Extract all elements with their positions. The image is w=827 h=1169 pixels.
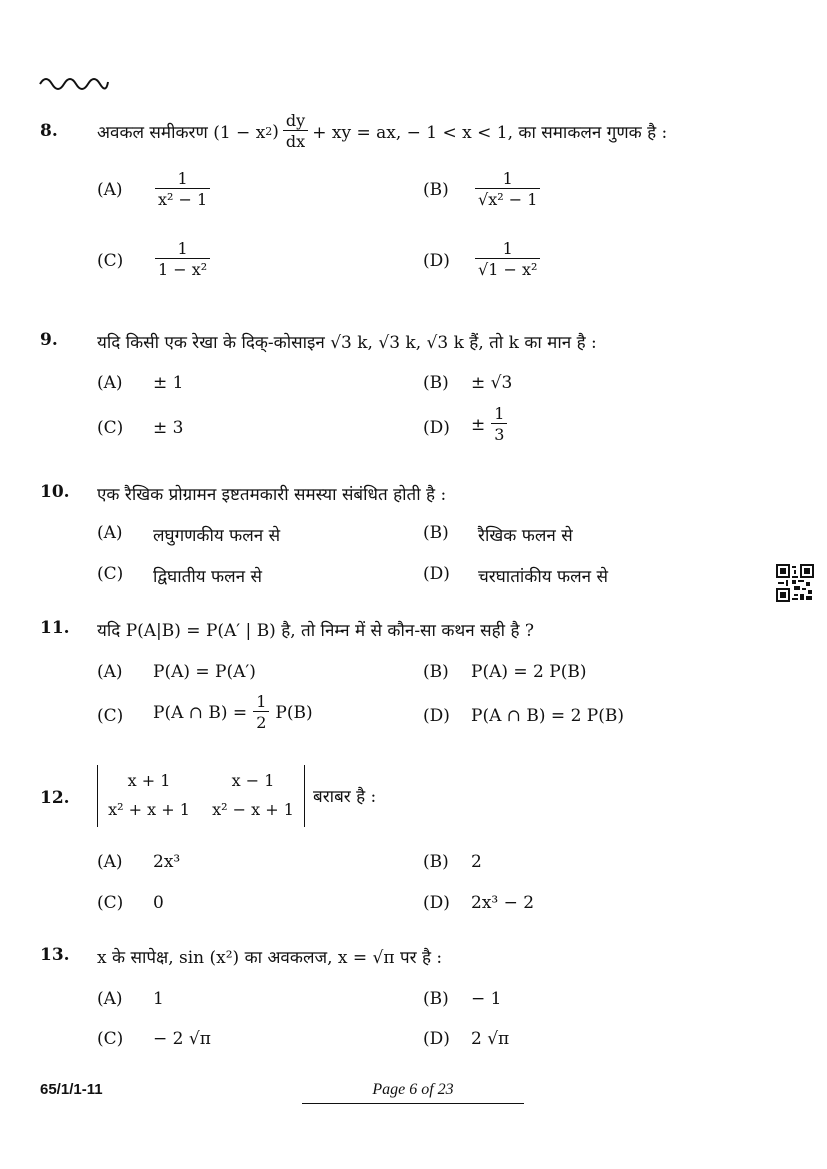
option-value: द्विघातीय फलन से (153, 567, 262, 587)
question-text: x के सापेक्ष, sin (x²) का अवकलज, x = √π पर है : (97, 948, 443, 968)
option-value: P(A) = 2 P(B) (471, 662, 587, 682)
option-value: ± $\frac{1}{3}$ (471, 405, 507, 445)
option-value: 2 (471, 852, 482, 872)
option-label: (B) (423, 373, 449, 393)
option-label: (D) (423, 251, 450, 271)
option-label: (D) (423, 706, 450, 726)
qr-code-icon (776, 564, 814, 606)
question-text: यदि किसी एक रेखा के दिक्-कोसाइन √3 k, √3 k, √3 k हैं, तो k का मान है : (97, 333, 597, 353)
option-value: रैखिक फलन से (478, 526, 573, 546)
question-number: 10. (40, 482, 70, 502)
paper-code: 65/1/1-11 (40, 1081, 103, 1098)
option-value: ± 1 (153, 373, 184, 393)
question-text: अवकल समीकरण (1 − x 2 ) $\frac{dy}{dx}$ + xy = ax, − 1 < x < 1, का समाकलन गुणक है : (97, 111, 668, 152)
option-label: (D) (423, 893, 450, 913)
option-value: ± 3 (153, 418, 184, 438)
question-number: 8. (40, 121, 58, 141)
question-text: यदि P(A|B) = P(A′ | B) है, तो निम्न में से कौन-सा कथन सही है ? (97, 621, 534, 641)
option-label: (C) (97, 564, 124, 584)
option-value: P(A) = P(A′) (153, 662, 256, 682)
option-value: − 2 √π (153, 1029, 211, 1049)
option-label: (D) (423, 564, 450, 584)
option-label: (C) (97, 251, 124, 271)
option-label: (A) (97, 523, 123, 543)
option-value: P(A ∩ B) = 2 P(B) (471, 706, 624, 726)
option-label: (C) (97, 418, 124, 438)
option-value: चरघातांकीय फलन से (478, 567, 608, 587)
option-label: (D) (423, 418, 450, 438)
header-mark (38, 72, 110, 96)
option-label: (A) (97, 989, 123, 1009)
option-value: $\frac{1}{\text{√x² − 1}}$ (475, 170, 540, 210)
option-label: (A) (97, 662, 123, 682)
option-value: ± √3 (471, 373, 513, 393)
option-value: 0 (153, 893, 164, 913)
option-label: (A) (97, 852, 123, 872)
option-value: $\frac{1}{\text{√1 − x²}}$ (475, 240, 540, 280)
footer-divider (302, 1103, 524, 1104)
option-label: (C) (97, 893, 124, 913)
question-number: 9. (40, 330, 58, 350)
option-value: P(A ∩ B) = $\frac{1}{2}$ P(B) (153, 692, 313, 733)
question-number: 12. (40, 788, 70, 808)
option-label: (A) (97, 373, 123, 393)
question-text: x + 1 x − 1 x² + x + 1 x² − x + 1 बराबर है : (97, 765, 376, 827)
option-value: $\frac{1}{\text{1 − x²}}$ (155, 240, 210, 280)
question-text: एक रैखिक प्रोग्रामन इष्टतमकारी समस्या संबंधित होती है : (97, 485, 447, 505)
option-value: − 1 (471, 989, 502, 1009)
option-label: (D) (423, 1029, 450, 1049)
question-number: 11. (40, 618, 70, 638)
option-value: 2x³ − 2 (471, 893, 535, 913)
determinant: x + 1 x − 1 x² + x + 1 x² − x + 1 (97, 765, 305, 827)
option-value: 2 √π (471, 1029, 510, 1049)
option-label: (B) (423, 989, 449, 1009)
option-label: (C) (97, 706, 124, 726)
option-value: 1 (153, 989, 164, 1009)
option-value: लघुगणकीय फलन से (153, 526, 281, 546)
squiggle-icon (38, 72, 110, 92)
option-value: $\frac{1}{\text{x² − 1}}$ (155, 170, 210, 210)
option-label: (A) (97, 180, 123, 200)
option-value: 2x³ (153, 852, 181, 872)
option-label: (B) (423, 852, 449, 872)
question-number: 13. (40, 945, 70, 965)
option-label: (B) (423, 662, 449, 682)
option-label: (C) (97, 1029, 124, 1049)
page-number: Page 6 of 23 (372, 1081, 454, 1098)
option-label: (B) (423, 180, 449, 200)
option-label: (B) (423, 523, 449, 543)
